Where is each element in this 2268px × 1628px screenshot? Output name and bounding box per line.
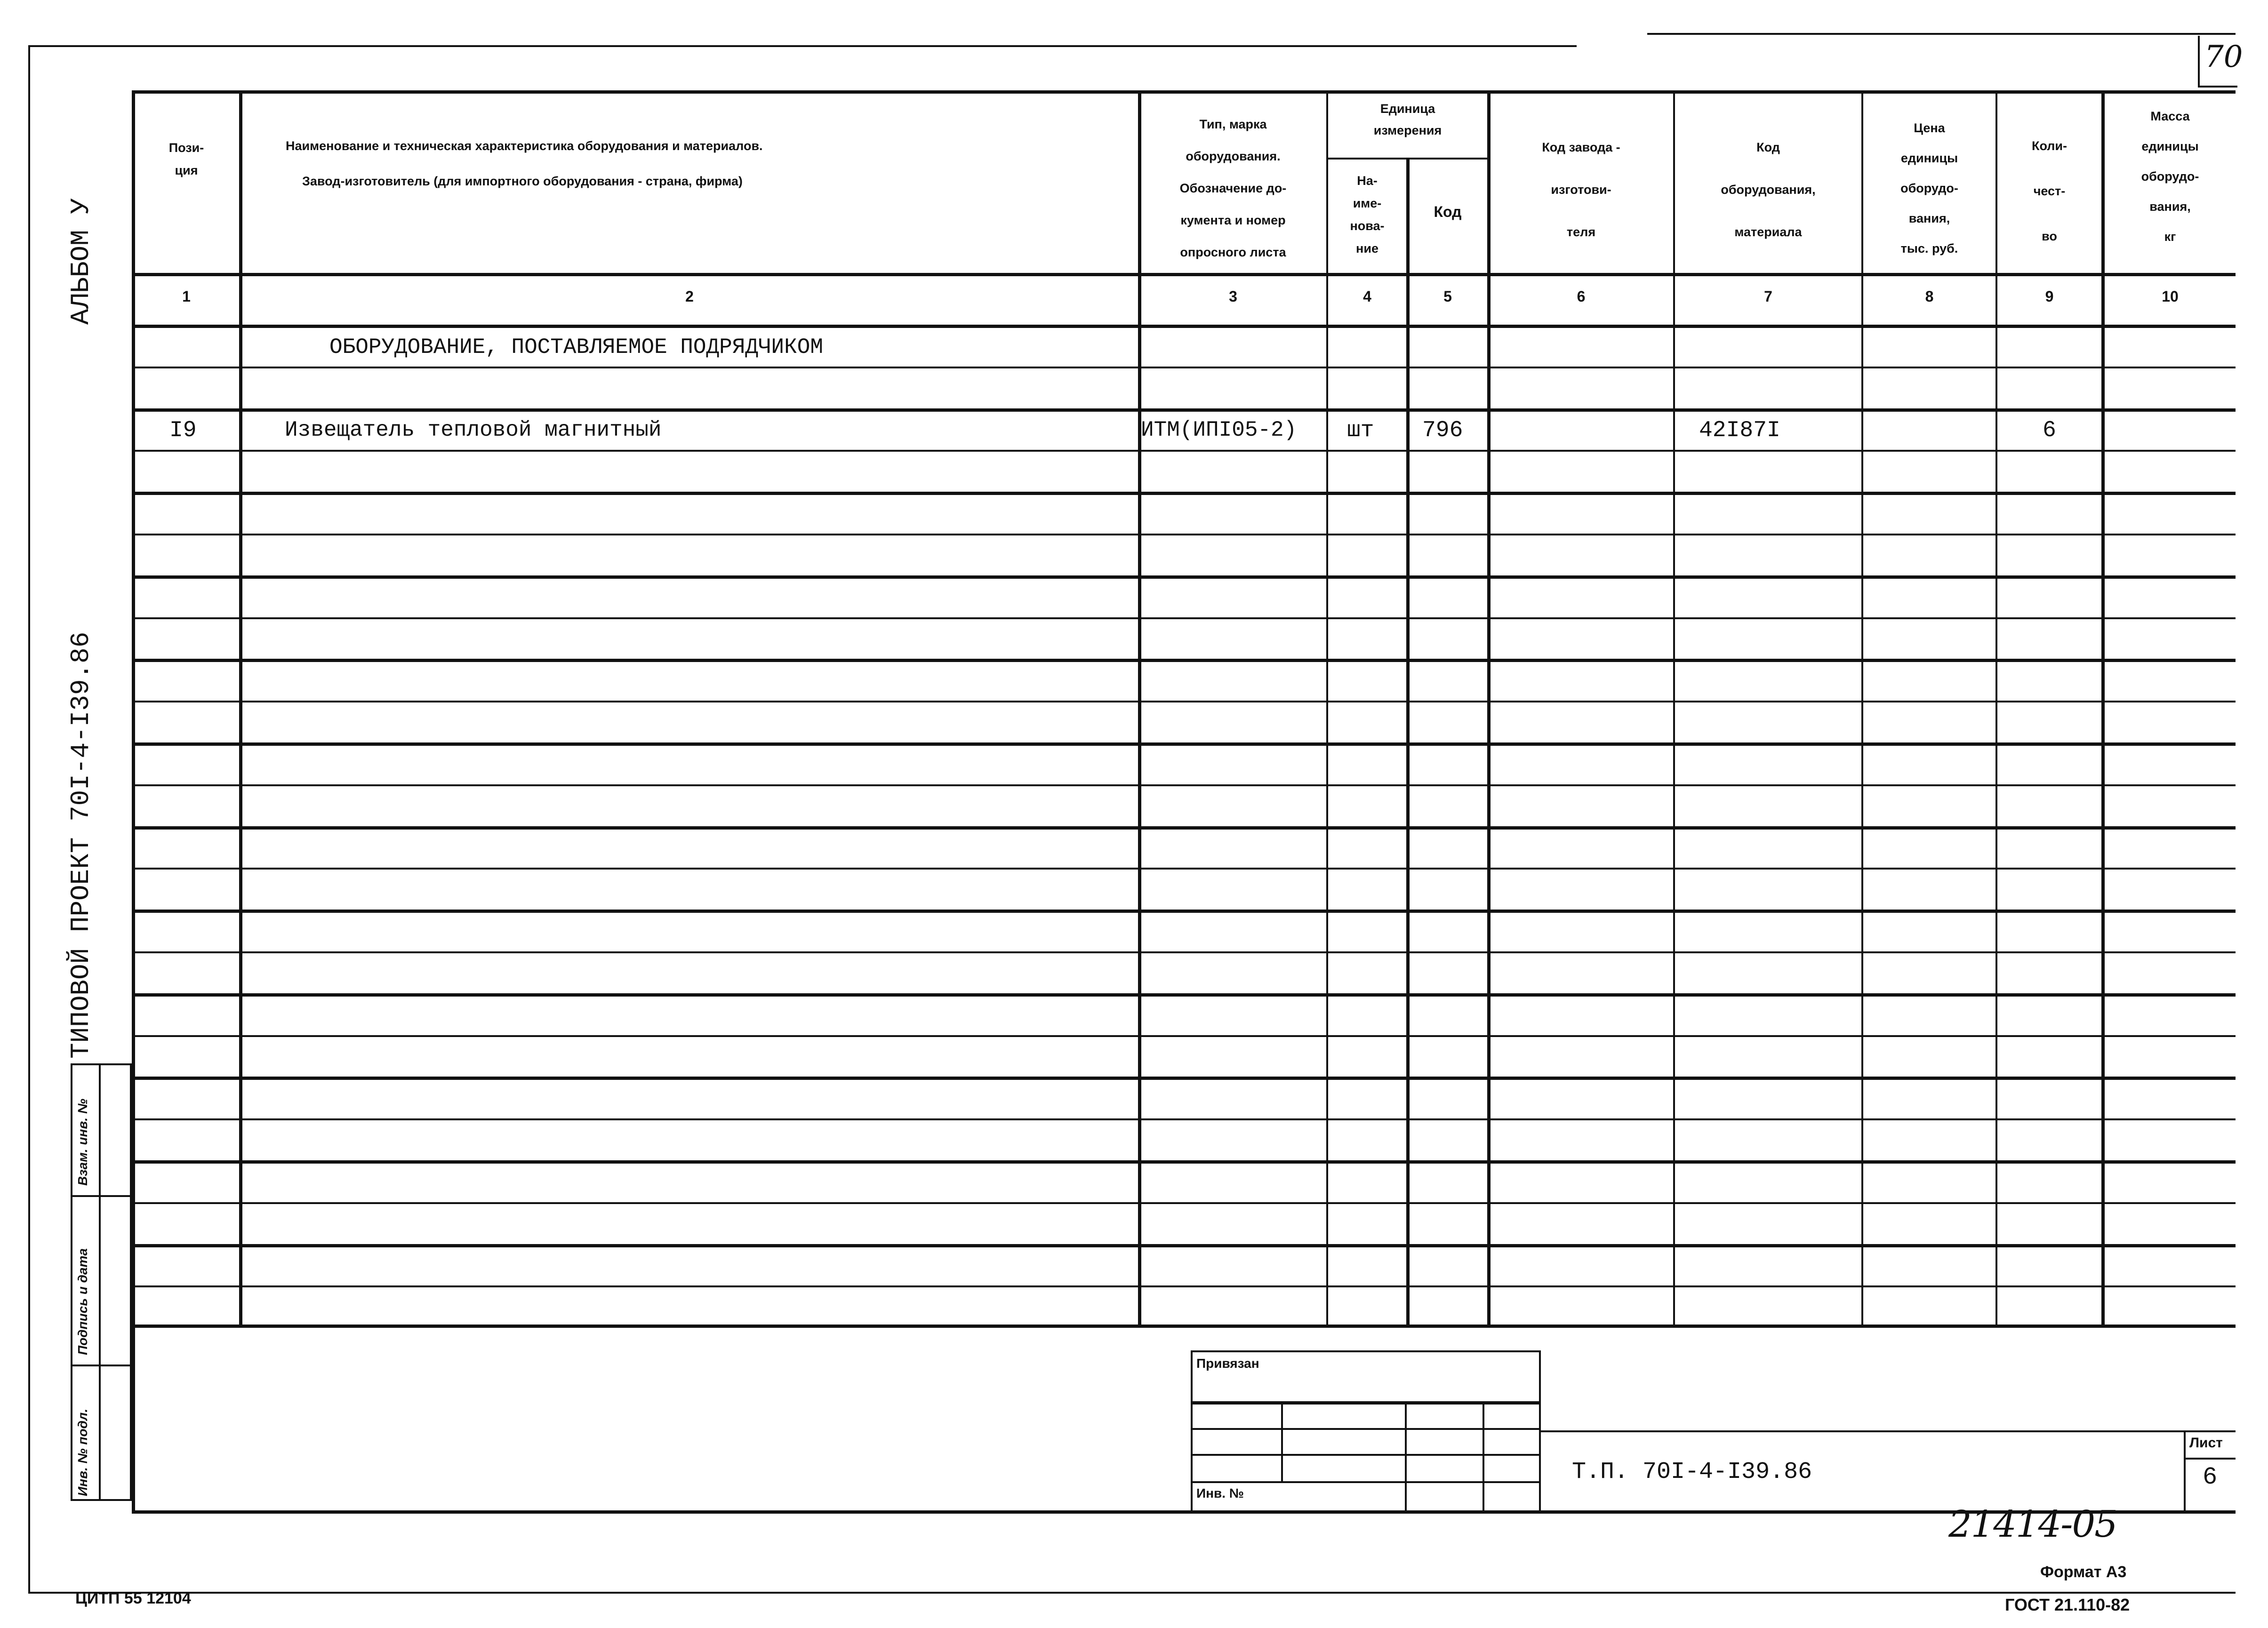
table-row-line bbox=[132, 951, 2236, 953]
doc-code: Т.П. 70I-4-I39.86 bbox=[1572, 1459, 1812, 1485]
table-row-line bbox=[132, 1077, 2236, 1080]
table-row-line bbox=[132, 701, 2236, 702]
bound-h1 bbox=[1191, 1401, 1541, 1405]
format-label: Формат А3 bbox=[2040, 1563, 2127, 1581]
table-row-line bbox=[132, 742, 2236, 746]
table-row-line bbox=[132, 993, 2236, 997]
bound-v1 bbox=[1281, 1401, 1283, 1481]
numbers-bottom-line bbox=[132, 325, 2236, 328]
header-position: Пози- ция bbox=[168, 141, 204, 177]
colnum-9: 9 bbox=[2045, 288, 2054, 305]
table-row-line bbox=[132, 826, 2236, 830]
project-label: ТИПОВОЙ ПРОЕКТ 70I-4-I39.86 bbox=[66, 631, 96, 1059]
row-position: I9 bbox=[169, 418, 197, 443]
header-quantity: Коли- чест- во bbox=[2031, 139, 2068, 243]
inv-label: Инв. № bbox=[1196, 1486, 1244, 1500]
handwritten-number: 21414-05 bbox=[1948, 1503, 2117, 1546]
colnum-1: 1 bbox=[182, 288, 191, 305]
table-row-line bbox=[132, 1244, 2236, 1247]
bound-h4 bbox=[1191, 1481, 1541, 1483]
table-row-line bbox=[132, 1160, 2236, 1164]
stamp-label-vzam: Взам. инв. № bbox=[75, 1099, 90, 1186]
stamp-label-podpis: Подпись и дата bbox=[75, 1248, 90, 1355]
table-row-line bbox=[132, 784, 2236, 786]
table-row-line bbox=[132, 534, 2236, 535]
section-title: ОБОРУДОВАНИЕ, ПОСТАВЛЯЕМОЕ ПОДРЯДЧИКОМ bbox=[329, 335, 823, 359]
table-row-line bbox=[132, 868, 2236, 870]
header-maker-code: Код завода - изготови- теля bbox=[1542, 140, 1620, 239]
colnum-8: 8 bbox=[1925, 288, 1934, 305]
header-unit-name: На- име- нова- ние bbox=[1350, 174, 1385, 255]
colnum-4: 4 bbox=[1363, 288, 1371, 305]
table-row-line bbox=[132, 450, 2236, 452]
unit-header-divider bbox=[1326, 158, 1487, 160]
table-row-line bbox=[132, 1035, 2236, 1037]
top-border-line-right bbox=[1647, 33, 2236, 35]
sheet-label: Лист bbox=[2189, 1435, 2223, 1451]
header-name: Наименование и техническая характеристика оборудования и материалов. Завод-изготовитель (для импортного оборудования - страна, фирма) bbox=[286, 139, 763, 188]
bound-label: Привязан bbox=[1196, 1356, 1259, 1371]
gost-label: ГОСТ 21.110-82 bbox=[2005, 1595, 2130, 1614]
bound-h3 bbox=[1191, 1454, 1541, 1456]
bound-h2 bbox=[1191, 1428, 1541, 1430]
table-row-line bbox=[132, 1118, 2236, 1120]
colnum-6: 6 bbox=[1577, 288, 1586, 305]
colnum-7: 7 bbox=[1764, 288, 1772, 305]
top-border-line bbox=[28, 45, 1577, 47]
row-equip-code: 42I87I bbox=[1699, 418, 1780, 443]
colnum-3: 3 bbox=[1229, 288, 1237, 305]
left-border-line bbox=[28, 45, 30, 1593]
stamp-strip-h2 bbox=[71, 1365, 132, 1366]
table-row-line bbox=[132, 408, 2236, 412]
row-unit: шт bbox=[1347, 418, 1374, 443]
table-row-line bbox=[132, 1285, 2236, 1287]
row-type: ИТМ(ИПI05-2) bbox=[1141, 418, 1297, 442]
printer-label: ЦИТП 55 12104 bbox=[75, 1589, 191, 1607]
table-row-line bbox=[132, 617, 2236, 619]
colnum-10: 10 bbox=[2162, 288, 2179, 305]
header-unit: Единица измерения bbox=[1373, 102, 1442, 137]
table-row-line bbox=[132, 910, 2236, 913]
header-price: Цена единицы оборудо- вания, тыс. руб. bbox=[1900, 121, 1958, 255]
sheet-h bbox=[2184, 1458, 2236, 1460]
colnum-2: 2 bbox=[685, 288, 694, 305]
header-mass: Масса единицы оборудо- вания, кг bbox=[2141, 109, 2199, 244]
stamp-strip-divider bbox=[99, 1063, 101, 1501]
header-equip-code: Код оборудования, материала bbox=[1721, 140, 1816, 239]
album-label: АЛЬБОМ У bbox=[66, 198, 96, 325]
stamp-label-inv: Инв. № подл. bbox=[75, 1408, 90, 1496]
doc-area-top bbox=[1541, 1430, 2236, 1432]
table-row-line bbox=[132, 1202, 2236, 1204]
bound-v2 bbox=[1405, 1401, 1407, 1514]
header-unit-code: Код bbox=[1434, 203, 1462, 220]
row-unit-code: 796 bbox=[1422, 418, 1463, 443]
row-name: Извещатель тепловой магнитный bbox=[285, 418, 662, 442]
page-corner-number: 70 bbox=[2204, 40, 2243, 74]
stamp-strip-h1 bbox=[71, 1195, 132, 1197]
bound-v3 bbox=[1483, 1401, 1484, 1514]
colnum-5: 5 bbox=[1443, 288, 1452, 305]
table-row-line bbox=[132, 492, 2236, 495]
table-row-line bbox=[132, 367, 2236, 368]
title-block-frame bbox=[132, 1328, 2236, 1514]
sheet-number: 6 bbox=[2203, 1463, 2218, 1491]
bottom-border-line bbox=[28, 1592, 2236, 1594]
header-type: Тип, марка оборудования. Обозначение до- кумента и номер опросного листа bbox=[1179, 117, 1287, 259]
table-row-line bbox=[132, 575, 2236, 579]
table-row-line bbox=[132, 659, 2236, 662]
row-quantity: 6 bbox=[2043, 418, 2056, 443]
header-bottom-line bbox=[132, 273, 2236, 276]
